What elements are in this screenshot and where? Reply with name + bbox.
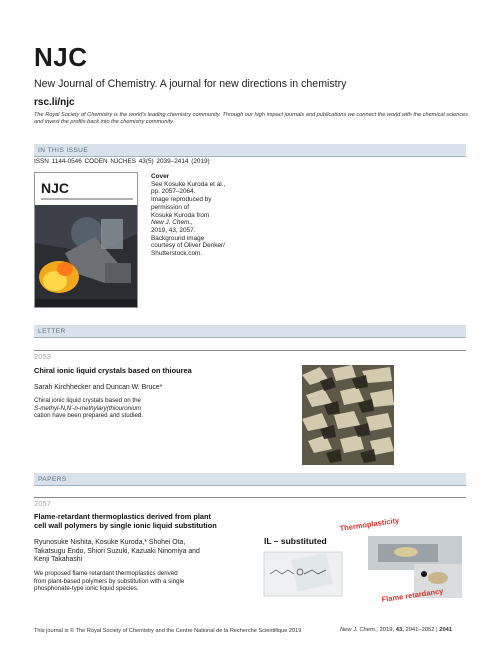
footer-page-number: 2041: [439, 627, 453, 633]
cover-caption-line: courtesy of Oliver Denker/: [151, 242, 225, 250]
footer-separator: |: [436, 627, 440, 633]
cover-image[interactable]: [34, 172, 138, 308]
papers-author-line: Kenji Takahashi: [34, 556, 83, 564]
papers-title-line: cell wall polymers by single ionic liquid substitution: [34, 521, 217, 531]
papers-abstract-line: from plant-based polymers by substitution with a single: [34, 577, 185, 585]
journal-url-link[interactable]: rsc.li/njc: [34, 97, 75, 108]
papers-title-link[interactable]: [34, 512, 217, 531]
letter-authors: Sarah Kirchhecker and Duncan W. Bruce*: [34, 384, 163, 391]
papers-title-line: Flame-retardant thermoplastics derived from plant: [34, 512, 212, 521]
letter-abstract-line: cation have been prepared and studied.: [34, 412, 144, 420]
journal-name: NJC: [34, 42, 88, 72]
cover-caption-line: See Kosuke Kuroda et al.,: [151, 180, 226, 188]
flame-retardancy-label: Flame retardancy: [381, 586, 444, 604]
cover-caption-title: Cover: [151, 173, 170, 180]
cover-caption-line: pp. 2057–2064.: [151, 188, 196, 196]
papers-graphical-abstract[interactable]: [256, 514, 464, 606]
letter-band: [34, 325, 466, 338]
graphical-abstract-illustration: [256, 514, 464, 606]
papers-band: [34, 473, 466, 486]
footer-citation: [340, 627, 452, 633]
papers-abstract-line: phosphonate-type ionic liquid species.: [34, 585, 139, 593]
letter-abstract: [34, 397, 143, 420]
papers-author-line: Takatsugu Endo, Shiori Suzuki, Kazuaki Ninomiya and: [34, 547, 200, 555]
cover-illustration: [35, 173, 138, 308]
footer-year: 2019,: [379, 627, 395, 633]
footer-volume: 43,: [395, 627, 404, 633]
in-this-issue-label: IN THIS ISSUE: [38, 147, 89, 154]
il-substituted-label: IL – substituted: [264, 536, 327, 546]
papers-author-line: Ryunosuke Nishita, Kosuke Kuroda,* Shohei Ota,: [34, 539, 186, 546]
cover-caption-line: Image reproduced by: [151, 196, 212, 204]
issn-line: ISSN 1144-0546 CODEN NJCHES 43(5) 2039–2414 (2019): [34, 158, 210, 165]
papers-abstract: [34, 570, 184, 593]
papers-authors: [34, 539, 200, 565]
papers-page-number: 2057: [34, 499, 51, 508]
letter-label: LETTER: [38, 328, 66, 335]
letter-page-number: 2053: [34, 352, 51, 361]
letter-title-link[interactable]: Chiral ionic liquid crystals based on thiourea: [34, 366, 192, 375]
journal-subtitle: New Journal of Chemistry. A journal for new directions in chemistry: [34, 78, 347, 90]
cover-caption-line: New J. Chem.,: [151, 219, 193, 227]
cover-caption-line: 2019, 43, 2057.: [151, 226, 196, 234]
footer-journal-ref: New J. Chem.,: [340, 627, 379, 633]
letter-micrograph-image[interactable]: [302, 365, 394, 465]
footer-pages: 2041–2052: [405, 627, 435, 633]
rsc-blurb: The Royal Society of Chemistry is the world's leading chemistry community. Through our high impact journals and publications we connect the world with the chemical sciences and invest the profits back into the chemistry community.: [34, 112, 469, 126]
thermoplasticity-label: Thermoplasticity: [339, 515, 400, 533]
cover-caption-line: Shutterstock.com.: [151, 250, 203, 258]
cover-caption: [151, 173, 261, 258]
cover-caption-line: permission of: [151, 203, 190, 211]
letter-abstract-line: Chiral ionic liquid crystals based on the: [34, 397, 141, 404]
cover-journal-name: NJC: [41, 180, 70, 196]
papers-label: PAPERS: [38, 476, 67, 483]
cover-caption-line: Kosuke Kuroda from: [151, 211, 210, 219]
papers-rule: [34, 497, 466, 498]
cover-caption-line: Background image: [151, 234, 205, 242]
letter-rule: [34, 350, 466, 351]
micrograph-texture: [302, 365, 394, 465]
in-this-issue-band: [34, 144, 466, 157]
footer-copyright: This journal is © The Royal Society of Chemistry and the Centre National de la Recherche Scientifique 2019: [34, 628, 302, 634]
papers-abstract-line: We proposed flame retardant thermoplastics derived: [34, 570, 178, 577]
letter-abstract-line: S-methyl-N,N′-ᴅ-methylary(thiouronium: [34, 404, 142, 412]
